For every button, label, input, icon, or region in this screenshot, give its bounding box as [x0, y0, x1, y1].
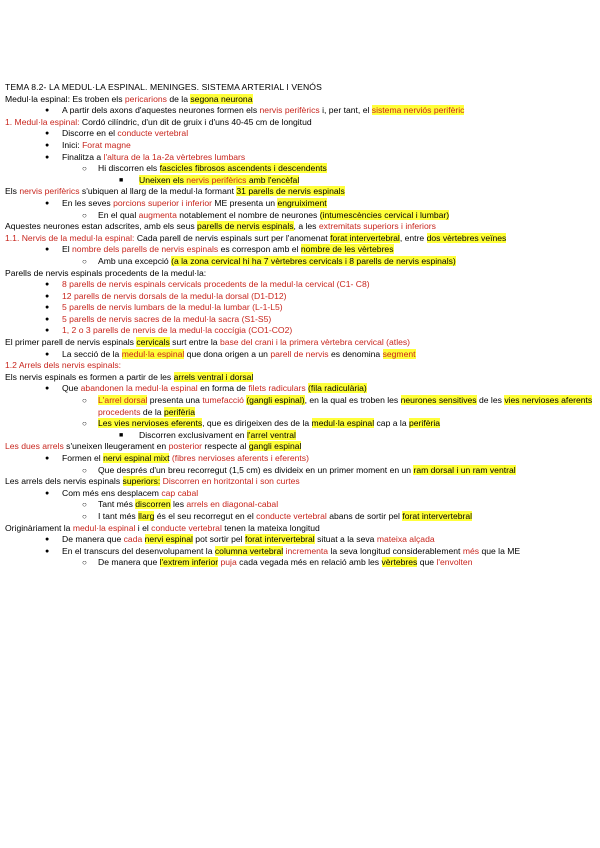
text-run: nervis perifèrics: [186, 174, 247, 185]
paragraph-line: [5, 117, 595, 129]
list-item: [5, 325, 595, 337]
text-run: Forat magne: [82, 139, 131, 150]
text-run: 5 parells de nervis sacres de la medul·la sacra (S1-S5): [62, 313, 272, 324]
bullet-icon: ●: [45, 153, 50, 161]
list-item: [5, 499, 595, 511]
bullet-icon: ●: [45, 536, 50, 544]
text-run: incrementa: [285, 545, 329, 556]
text-run: medul·la espinal: [311, 418, 375, 429]
text-run: En el transcurs del desenvolupament la: [62, 545, 215, 556]
paragraph-line: [5, 94, 595, 106]
list-item: [5, 198, 595, 210]
document-title: TEMA 8.2- LA MEDUL·LA ESPINAL. MENINGES. SISTEMA ARTERIAL I VENÓS: [5, 82, 322, 92]
text-run: extremitats superiors i inferiors: [318, 221, 436, 232]
text-run: arrels ventral i dorsal: [173, 371, 254, 382]
text-run: 5 parells de nervis lumbars de la medul·la lumbar (L-1-L5): [62, 302, 283, 313]
text-run: porcions superior i inferior: [113, 197, 212, 208]
bullet-icon: ●: [45, 547, 50, 555]
text-run: les: [170, 499, 187, 510]
paragraph-line: [5, 268, 595, 280]
text-run: Amb una excepció: [98, 255, 172, 266]
bullet-icon: ●: [45, 489, 50, 497]
text-run: neurones sensitives: [400, 395, 477, 406]
bullet-icon: ●: [45, 130, 50, 138]
text-run: arrels en diagonal-cabal: [186, 499, 279, 510]
text-run: (intumescències cervical i lumbar): [319, 209, 450, 220]
text-run: presenta una: [147, 395, 203, 406]
text-run: l'altura de la 1a-2a vèrtebres lumbars: [103, 151, 246, 162]
text-run: gangli espinal: [248, 441, 302, 452]
bullet-icon: ○: [82, 465, 87, 475]
list-item: [5, 546, 595, 558]
bullet-icon: ●: [45, 350, 50, 358]
text-run: que dona origen a un: [184, 348, 271, 359]
text-run: puja: [220, 557, 237, 568]
text-run: forat intervertebral: [330, 232, 400, 243]
text-run: nervi espinal mixt: [103, 453, 170, 463]
text-run: , en la qual es troben les: [304, 395, 401, 406]
text-run: cervicals: [136, 337, 170, 348]
text-run: Els: [5, 186, 20, 197]
text-run: I tant més: [98, 510, 139, 521]
text-run: 1. Medul·la espinal:: [5, 116, 82, 127]
text-run: fascicles fibrosos ascendents i descendents: [159, 163, 327, 174]
text-run: i, per tant, el: [319, 105, 372, 116]
text-run: llarg: [138, 510, 155, 521]
text-run: nervis perifèrics: [19, 186, 80, 197]
text-run: segment: [382, 348, 416, 359]
document-page: [5, 82, 595, 569]
text-run: Aquestes neurones estan adscrites, amb els seus: [5, 221, 198, 232]
text-run: Com més ens desplacem: [62, 487, 162, 498]
list-item: [5, 534, 595, 546]
text-run: De manera que: [62, 534, 124, 545]
list-item: [5, 418, 595, 430]
bullet-icon: ○: [82, 511, 87, 521]
bullet-icon: ○: [82, 419, 87, 429]
text-run: sistema nerviós perifèric: [371, 105, 465, 116]
text-run: Medul·la espinal: Es troben els: [5, 93, 125, 104]
text-run: , entre: [399, 232, 427, 243]
text-run: discorren: [135, 499, 171, 510]
text-run: dos vèrtebres veïnes: [426, 232, 507, 243]
text-run: En les seves: [62, 197, 114, 208]
list-item: [5, 302, 595, 314]
paragraph-line: [5, 360, 595, 372]
text-run: nervis perifèrics: [259, 105, 320, 116]
bullet-icon: ●: [45, 292, 50, 300]
text-run: notablement el nombre de neurones: [176, 209, 320, 220]
text-run: base del crani i la primera vèrtebra cervical (atles): [219, 337, 411, 348]
list-item: [5, 488, 595, 500]
text-run: , que es dirigeixen des de la: [202, 418, 312, 429]
text-run: Les vies nervioses eferents: [98, 418, 203, 429]
text-run: abans de sortir pel: [326, 510, 403, 521]
text-run: 1, 2 o 3 parells de nervis de la medul·la coccígia (CO1-CO2): [62, 325, 293, 336]
text-run: ME presenta un: [211, 197, 278, 208]
bullet-icon: ●: [45, 315, 50, 323]
bullet-icon: ●: [45, 327, 50, 335]
text-run: cada: [123, 534, 143, 545]
list-item: [5, 453, 595, 465]
text-run: tumefacció: [202, 395, 244, 406]
text-run: Originàriament la: [5, 522, 73, 533]
text-run: cada vegada més en relació amb les: [236, 557, 382, 568]
list-item: [5, 511, 595, 523]
text-run: conducte vertebral: [256, 510, 327, 521]
text-run: En el qual: [98, 209, 139, 220]
text-run: filets radiculars: [248, 383, 306, 394]
text-run: Inici:: [62, 139, 83, 150]
paragraph-line: [5, 337, 595, 349]
bullet-icon: ■: [119, 431, 124, 439]
text-run: més: [462, 545, 480, 556]
text-run: s'ubiquen al llarg de la medul·la formant: [79, 186, 237, 197]
list-item: [5, 349, 595, 361]
text-run: augmenta: [138, 209, 177, 220]
text-run: s'uneixen lleugerament en: [63, 441, 169, 452]
text-run: engruiximent: [277, 197, 327, 208]
text-run: pot sortir pel: [192, 534, 245, 545]
list-item: [5, 210, 595, 222]
text-run: nervi espinal: [144, 534, 193, 545]
bullet-icon: ●: [45, 107, 50, 115]
text-run: 12 parells de nervis dorsals de la medul·la dorsal (D1-D12): [62, 290, 287, 301]
text-run: parells de nervis espinals: [197, 221, 294, 232]
bullet-icon: ○: [82, 256, 87, 266]
list-item: [5, 175, 595, 187]
text-run: cap a la: [374, 418, 409, 429]
text-run: Discorren exclusivament en: [139, 429, 247, 440]
list-item: [5, 557, 595, 569]
text-run: 1.2 Arrels dels nervis espinals:: [5, 360, 122, 371]
list-item: [5, 105, 595, 117]
list-item: [5, 314, 595, 326]
text-run: nombre dels parells de nervis espinals: [72, 244, 219, 255]
text-run: surt entre la: [169, 337, 220, 348]
text-run: Cada parell de nervis espinals: [136, 232, 252, 243]
bullet-icon: ■: [119, 176, 124, 184]
text-run: vèrtebres: [381, 557, 418, 568]
bullet-icon: ●: [45, 385, 50, 393]
paragraph-line: [5, 372, 595, 384]
bullet-icon: ●: [45, 281, 50, 289]
list-item: [5, 395, 595, 418]
text-run: Discorre en el: [62, 128, 118, 139]
bullet-icon: ○: [82, 500, 87, 510]
text-run: la seva longitud considerablement: [328, 545, 463, 556]
list-item: [5, 128, 595, 140]
list-item: [5, 465, 595, 477]
text-run: Formen el: [62, 453, 104, 463]
text-run: (gangli espinal): [246, 395, 305, 406]
text-run: és el seu recorregut en el: [154, 510, 257, 521]
text-run: 8 parells de nervis espinals cervicals procedents de la medul·la cervical (C1- C8): [62, 279, 370, 290]
text-run: Tant més: [98, 499, 136, 510]
list-item: [5, 244, 595, 256]
list-item: [5, 163, 595, 175]
text-run: amb l'encèfal: [246, 174, 300, 185]
text-run: De manera que: [98, 557, 160, 568]
text-run: procedents: [98, 406, 141, 417]
paragraph-line: [5, 221, 595, 233]
bullet-icon: ○: [82, 558, 87, 568]
list-item: [5, 140, 595, 152]
text-run: El: [62, 244, 73, 255]
text-run: respecte al: [202, 441, 249, 452]
paragraph-line: [5, 476, 595, 488]
text-run: es denomina: [328, 348, 383, 359]
text-run: situat a la seva: [314, 534, 377, 545]
text-run: i el: [135, 522, 152, 533]
text-run: forat intervertebral: [402, 510, 473, 521]
text-run: Els nervis espinals es formen a partir de les: [5, 371, 174, 382]
text-run: medul·la espinal: [121, 348, 185, 359]
text-run: Parells de nervis espinals procedents de la medul·la:: [5, 267, 207, 278]
text-run: perifèria: [409, 418, 441, 429]
text-run: El primer parell de nervis espinals: [5, 337, 137, 348]
list-item: [5, 383, 595, 395]
text-run: que la ME: [479, 545, 521, 556]
text-run: forat intervertebral: [244, 534, 315, 545]
text-run: A partir dels axons d'aquestes neurones formen els: [62, 105, 260, 116]
text-run: cap cabal: [161, 487, 199, 498]
list-item: [5, 152, 595, 164]
text-run: es correspon amb el: [218, 244, 301, 255]
text-run: segona neurona: [190, 93, 253, 104]
text-run: 31 parells de nervis espinals: [236, 186, 345, 197]
text-run: que: [417, 557, 437, 568]
text-run: de la: [166, 93, 191, 104]
bullet-icon: ○: [82, 210, 87, 220]
document-body: [5, 94, 595, 569]
list-item: [5, 256, 595, 268]
text-run: superiors:: [122, 476, 161, 487]
text-run: l'arrel ventral: [246, 429, 296, 440]
list-item: [5, 279, 595, 291]
text-run: en forma de: [197, 383, 249, 394]
text-run: surt per l'anomenat: [251, 232, 331, 243]
bullet-icon: ●: [45, 141, 50, 149]
text-run: L'arrel dorsal: [98, 395, 148, 406]
text-run: columna vertebral: [214, 545, 284, 556]
text-run: (fila radiculària): [308, 383, 367, 394]
text-run: de les: [476, 395, 505, 406]
text-run: Que: [62, 383, 81, 394]
text-run: l'envolten: [436, 557, 473, 568]
paragraph-line: [5, 523, 595, 535]
bullet-icon: ●: [45, 455, 50, 462]
text-run: Hi discorren els: [98, 163, 160, 174]
text-run: posterior: [168, 441, 203, 452]
bullet-icon: ○: [82, 164, 87, 174]
paragraph-line: [5, 441, 595, 453]
text-run: vies nervioses aferents: [504, 395, 593, 406]
text-run: conducte vertebral: [117, 128, 189, 139]
text-run: abandonen la medul·la espinal: [80, 383, 198, 394]
text-run: Discorren en horitzontal i son curtes: [162, 476, 300, 487]
list-item: [5, 430, 595, 442]
text-run: Cordó cilíndric, d'un dit de gruix i d'uns 40-45 cm de longitud: [81, 116, 312, 127]
text-run: ram dorsal i un ram ventral: [413, 464, 516, 475]
text-run: parell de nervis: [270, 348, 329, 359]
text-run: perifèria: [163, 406, 196, 417]
text-run: (a la zona cervical hi ha 7 vèrtebres cervicals i 8 parells de nervis espinals): [171, 255, 456, 266]
text-run: l'extrem inferior: [159, 557, 219, 568]
bullet-icon: ●: [45, 304, 50, 312]
text-run: Les arrels dels nervis espinals: [5, 476, 123, 487]
text-run: (fibres nervioses aferents i eferents): [169, 453, 309, 463]
text-run: conducte vertebral: [151, 522, 222, 533]
bullet-icon: ●: [45, 199, 50, 207]
text-run: , a les: [293, 221, 319, 232]
list-item: [5, 291, 595, 303]
text-run: Les dues arrels: [5, 441, 64, 452]
text-run: medul·la espinal: [72, 522, 136, 533]
text-run: La secció de la: [62, 348, 122, 359]
text-run: Que després d'un breu recorregut (1,5 cm) es divideix en un primer moment en un: [98, 464, 414, 475]
text-run: de la: [140, 406, 164, 417]
paragraph-line: [5, 233, 595, 245]
bullet-icon: ●: [45, 246, 50, 254]
text-run: nombre de les vèrtebres: [300, 244, 394, 255]
text-run: Uneixen els: [139, 174, 187, 185]
text-run: 1.1. Nervis de la medul·la espinal:: [5, 232, 137, 243]
text-run: tenen la mateixa longitud: [221, 522, 320, 533]
text-run: mateixa alçada: [376, 534, 435, 545]
bullet-icon: ○: [82, 396, 87, 406]
text-run: Finalitza a: [62, 151, 104, 162]
text-run: pericarions: [124, 93, 167, 104]
paragraph-line: [5, 186, 595, 198]
